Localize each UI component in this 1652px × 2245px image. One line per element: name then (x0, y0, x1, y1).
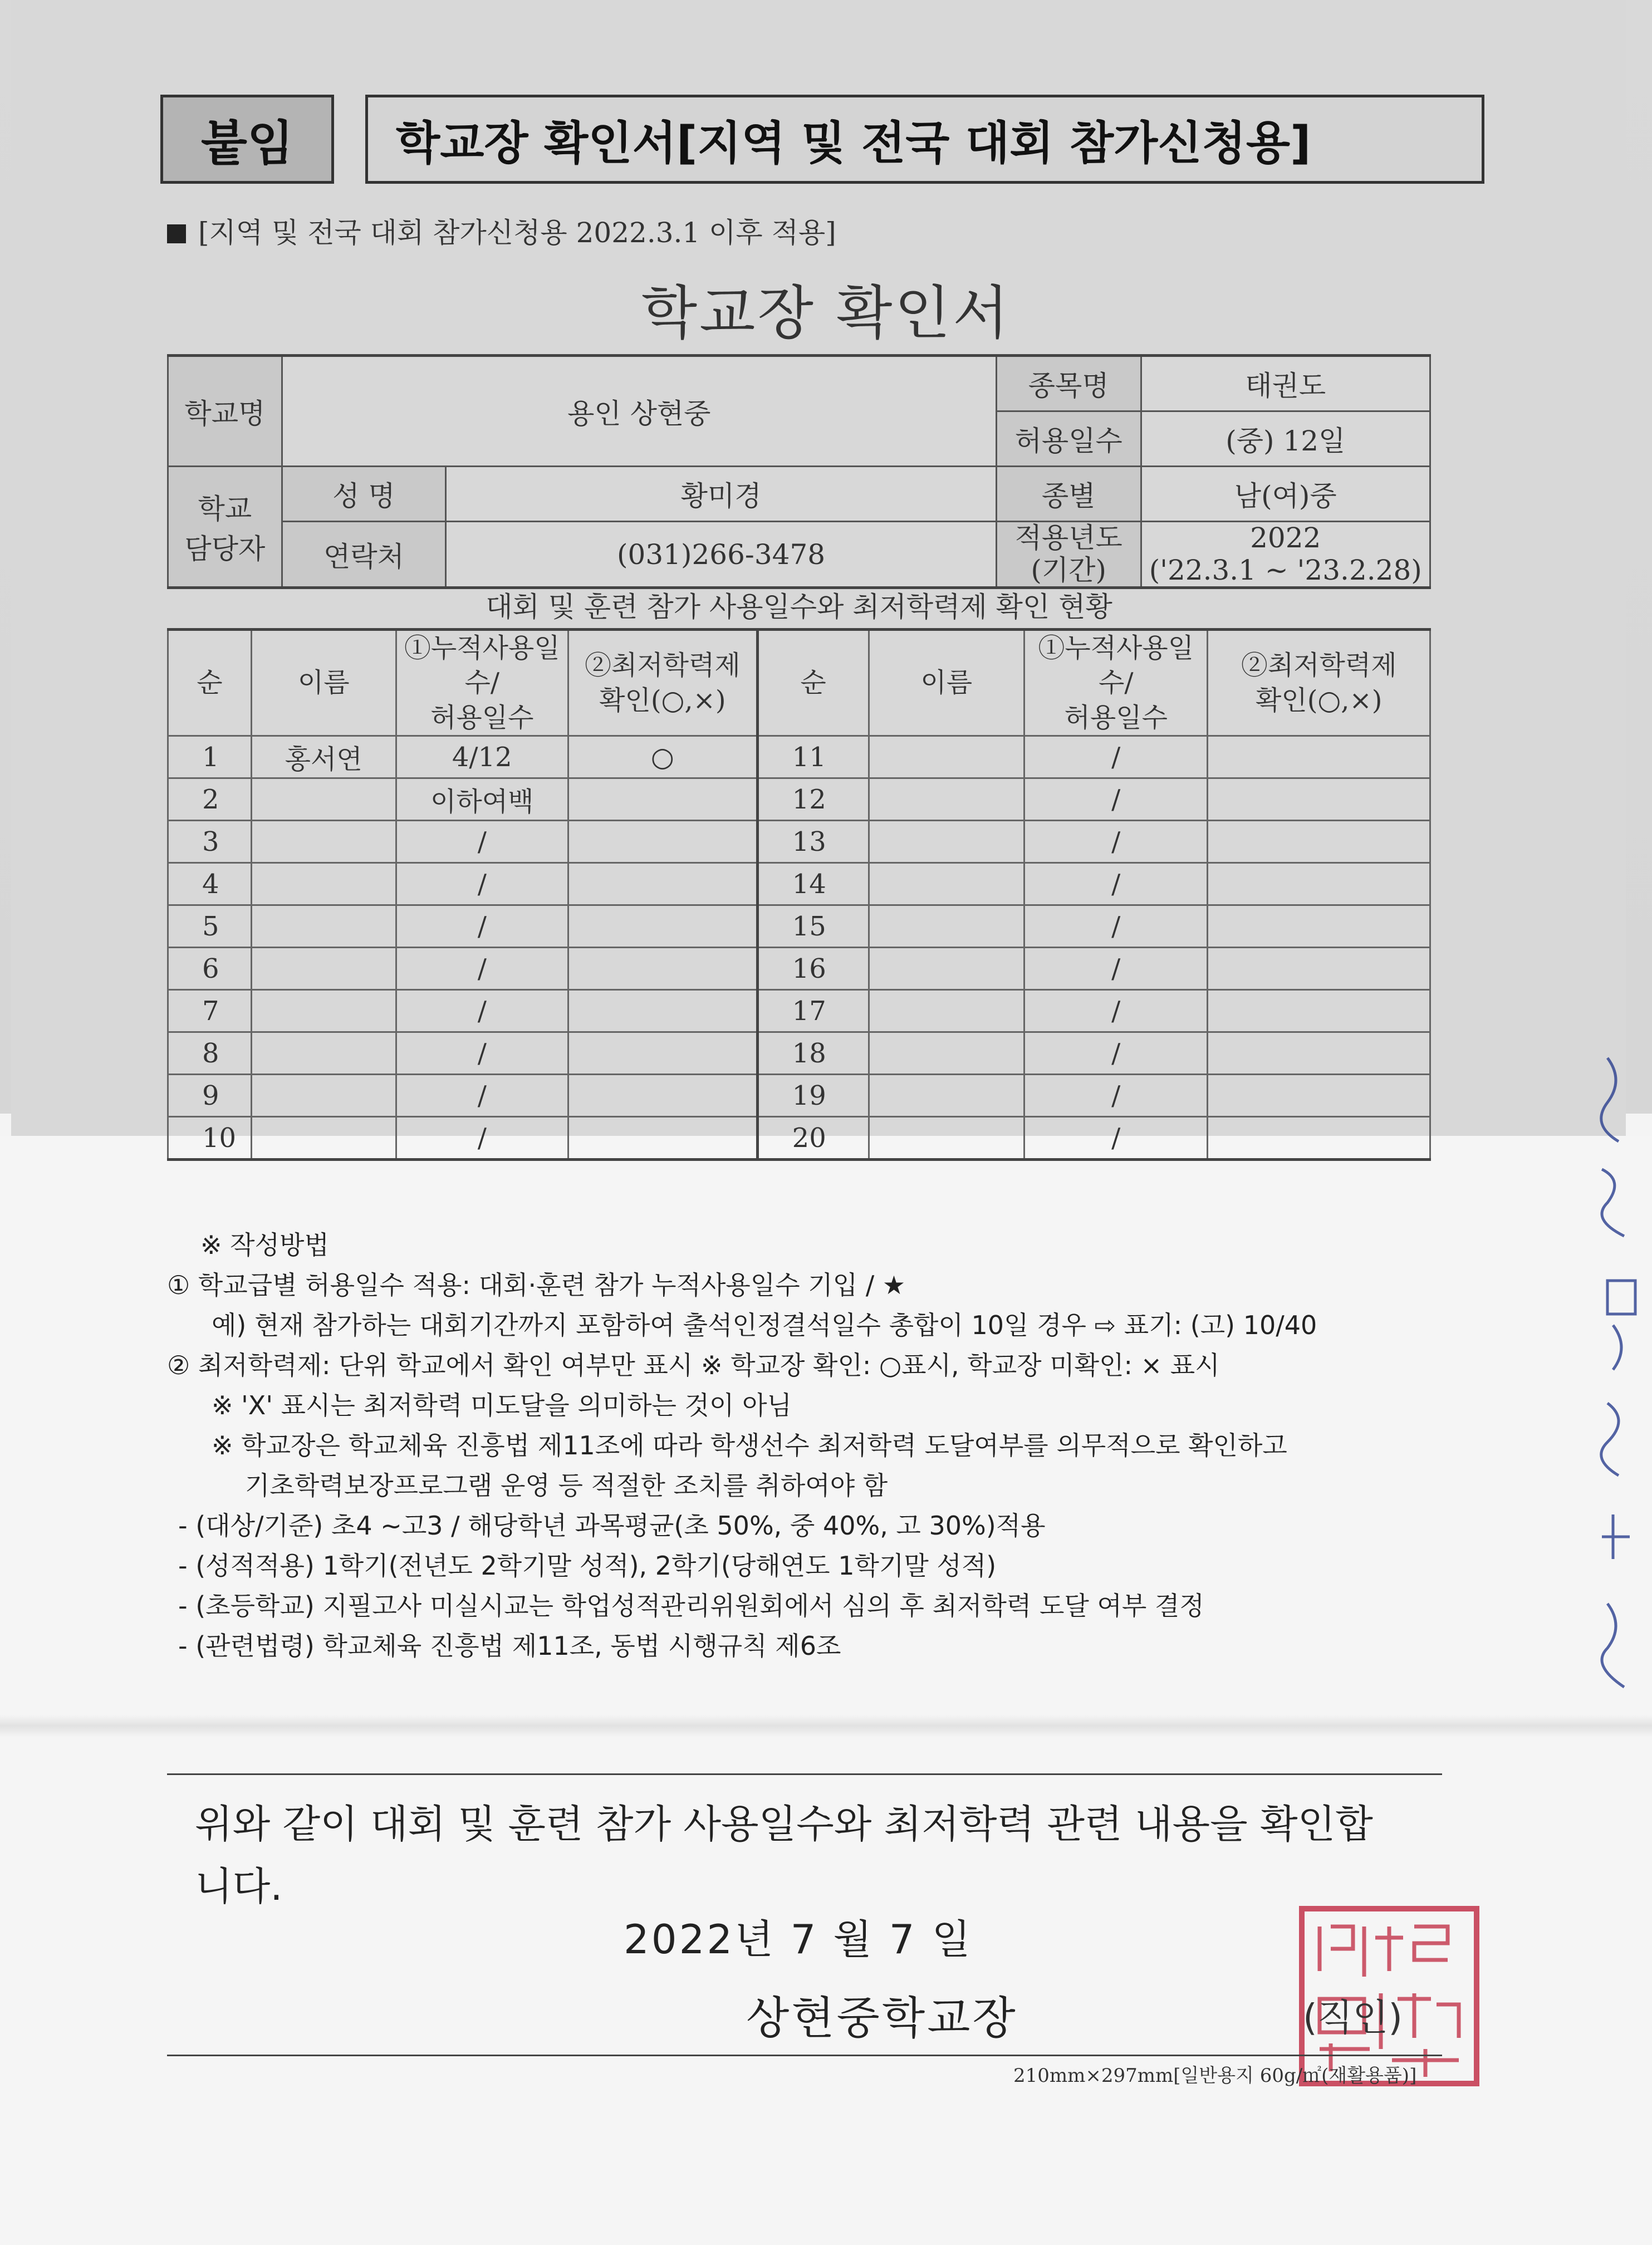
row-name (251, 948, 396, 990)
year-value-cell (1141, 522, 1430, 588)
instruction-item: - (관련법령) 학교체육 진흥법 제11조, 동법 시행규칙 제6조 (178, 1631, 841, 1661)
row-no-right: 17 (757, 990, 869, 1032)
row-check: ○ (568, 736, 758, 778)
row-check-right (1208, 778, 1430, 821)
row-days: 4/12 (396, 736, 568, 778)
year-label-line2: (기간) (1031, 553, 1106, 586)
header-check-right (1208, 630, 1430, 736)
row-name (251, 1075, 396, 1117)
row-no-right: 15 (757, 905, 869, 948)
document-title: 학교장 확인서 (641, 279, 1011, 347)
header-days-right-line1: ①누적사용일수/ (1038, 633, 1194, 699)
school-value: 용인 상현중 (282, 356, 996, 467)
row-no: 3 (168, 821, 252, 863)
name-label: 성 명 (282, 467, 446, 522)
row-days-right: / (1024, 1032, 1208, 1075)
row-name (251, 1032, 396, 1075)
applicability-text: [지역 및 전국 대회 참가신청용 2022.3.1 이후 적용] (198, 217, 836, 249)
row-check-right (1208, 821, 1430, 863)
table-row (168, 1032, 1430, 1075)
row-check (568, 948, 758, 990)
instructions-heading: ※ 작성방법 (200, 1230, 329, 1260)
row-no: 4 (168, 863, 252, 905)
row-check-right (1208, 1117, 1430, 1160)
roster-caption: 대회 및 훈련 참가 사용일수와 최저학력제 확인 현황 (486, 591, 1112, 623)
row-no-right: 18 (757, 1032, 869, 1075)
row-check-right (1208, 1075, 1430, 1117)
row-check-right (1208, 1032, 1430, 1075)
gender-value: 남(여)중 (1141, 467, 1430, 522)
applicability-note (167, 210, 836, 251)
principal-signature: 상현중학교장 (746, 1992, 1018, 2044)
sport-label: 종목명 (996, 356, 1141, 411)
header-no: 순 (168, 630, 252, 736)
confirmation-line1: 위와 같이 대회 및 훈련 참가 사용일수와 최저학력 관련 내용을 확인합 (195, 1801, 1373, 1847)
row-check-right (1208, 736, 1430, 778)
staff-label-line2: 담당자 (184, 533, 266, 565)
table-row (168, 1075, 1430, 1117)
instruction-item: 예) 현재 참가하는 대회기간까지 포함하여 출석인정결석일수 총합이 10일 경우 ⇨ 표기: (고) 10/40 (212, 1310, 1317, 1340)
row-no-right: 14 (757, 863, 869, 905)
table-row (168, 990, 1430, 1032)
row-name-right (869, 1075, 1024, 1117)
info-table (167, 354, 1431, 589)
row-no: 5 (168, 905, 252, 948)
instruction-item: ① 학교급별 허용일수 적용: 대회·훈련 참가 누적사용일수 기입 / ★ (167, 1270, 906, 1300)
row-name-right (869, 1032, 1024, 1075)
name-value: 황미경 (446, 467, 997, 522)
row-name-right (869, 905, 1024, 948)
header-days-line1: ①누적사용일수/ (404, 633, 560, 699)
header-no-right: 순 (757, 630, 869, 736)
row-check (568, 778, 758, 821)
row-days-right: / (1024, 736, 1208, 778)
row-no: 2 (168, 778, 252, 821)
year-label-line1: 적용년도 (1014, 522, 1122, 554)
sport-value: 태권도 (1141, 356, 1430, 411)
instruction-item: 기초학력보장프로그램 운영 등 적절한 조치를 취하여야 함 (245, 1470, 888, 1501)
row-days-right: / (1024, 905, 1208, 948)
table-row (168, 1117, 1430, 1160)
row-no: 9 (168, 1075, 252, 1117)
row-days-right: / (1024, 948, 1208, 990)
instruction-item: ※ 학교장은 학교체육 진흥법 제11조에 따라 학생선수 최저학력 도달여부를 의무적으로 확인하고 (212, 1430, 1287, 1460)
paper-fold (0, 1715, 1652, 1737)
attachment-tag: 붙임 (160, 95, 334, 184)
square-bullet-icon (167, 224, 186, 243)
row-no-right: 20 (757, 1117, 869, 1160)
header-days-right-line2: 허용일수 (1064, 702, 1168, 733)
issue-date: 2022년 7 월 7 일 (624, 1916, 973, 1963)
row-days: / (396, 948, 568, 990)
row-no: 7 (168, 990, 252, 1032)
table-row (168, 821, 1430, 863)
header-check-right-line1: ②최저학력제 (1241, 650, 1397, 682)
roster-header-row (168, 630, 1430, 736)
row-name: 홍서연 (251, 736, 396, 778)
header-check-line1: ②최저학력제 (584, 650, 741, 682)
staff-label (168, 467, 282, 588)
year-value: 2022 (1250, 522, 1321, 554)
bottom-divider (167, 2055, 1442, 2056)
row-name (251, 1117, 396, 1160)
row-check (568, 821, 758, 863)
row-check (568, 1032, 758, 1075)
table-row (168, 905, 1430, 948)
row-no-right: 19 (757, 1075, 869, 1117)
row-check (568, 1075, 758, 1117)
row-no-right: 13 (757, 821, 869, 863)
row-days-right: / (1024, 1117, 1208, 1160)
header-days-line2: 허용일수 (430, 702, 534, 733)
handwriting-scribble-icon (1585, 1047, 1652, 1826)
row-days-right: / (1024, 863, 1208, 905)
writing-instructions (167, 1225, 1492, 1666)
header-days (396, 630, 568, 736)
divider (167, 1773, 1442, 1775)
row-days-right: / (1024, 821, 1208, 863)
row-name (251, 778, 396, 821)
row-days: / (396, 863, 568, 905)
seal-label: (직인) (1303, 1996, 1403, 2039)
gender-label: 종별 (996, 467, 1141, 522)
instruction-item: ② 최저학력제: 단위 학교에서 확인 여부만 표시 ※ 학교장 확인: ○표시, 학교장 미확인: × 표시 (167, 1350, 1220, 1380)
contact-label: 연락처 (282, 522, 446, 588)
table-row (168, 863, 1430, 905)
row-check (568, 905, 758, 948)
table-row (168, 778, 1430, 821)
allowed-days-label: 허용일수 (996, 411, 1141, 467)
confirmation-statement (195, 1793, 1453, 1918)
row-check-right (1208, 863, 1430, 905)
row-check (568, 990, 758, 1032)
header-name-right: 이름 (869, 630, 1024, 736)
row-no: 1 (168, 736, 252, 778)
row-days: 이하여백 (396, 778, 568, 821)
row-name (251, 990, 396, 1032)
instruction-item: ※ 'X' 표시는 최저학력 미도달을 의미하는 것이 아님 (212, 1390, 792, 1420)
school-label: 학교명 (168, 356, 282, 467)
instruction-item: - (초등학교) 지필고사 미실시교는 학업성적관리위원회에서 심의 후 최저학력 도달 여부 결정 (178, 1591, 1204, 1621)
row-name-right (869, 863, 1024, 905)
instruction-item: - (성적적용) 1학기(전년도 2학기말 성적), 2학기(당해연도 1학기말 성적) (178, 1551, 997, 1581)
row-name-right (869, 778, 1024, 821)
instruction-item: - (대상/기준) 초4 ~고3 / 해당학년 과목평균(초 50%, 중 40%, 고 30%)적용 (178, 1511, 1046, 1541)
row-days: / (396, 1117, 568, 1160)
row-days: / (396, 905, 568, 948)
row-name (251, 863, 396, 905)
staff-label-line1: 학교 (198, 493, 252, 525)
row-name-right (869, 1117, 1024, 1160)
row-no: 6 (168, 948, 252, 990)
row-days-right: / (1024, 990, 1208, 1032)
row-days-right: / (1024, 1075, 1208, 1117)
header-check (568, 630, 758, 736)
header-check-right-line2: 확인(○,×) (1255, 684, 1383, 716)
row-no-right: 16 (757, 948, 869, 990)
contact-value: (031)266-3478 (446, 522, 997, 588)
row-name-right (869, 736, 1024, 778)
allowed-days-value: (중) 12일 (1141, 411, 1430, 467)
row-no: 10 (168, 1117, 252, 1160)
row-name-right (869, 821, 1024, 863)
confirmation-line2: 니다. (195, 1864, 283, 1909)
year-label (996, 522, 1141, 588)
row-name-right (869, 948, 1024, 990)
row-days: / (396, 1075, 568, 1117)
row-check-right (1208, 990, 1430, 1032)
roster-table (167, 628, 1431, 1161)
row-no-right: 11 (757, 736, 869, 778)
row-days: / (396, 821, 568, 863)
paper-spec: 210mm×297mm[일반용지 60g/㎡(재활용품)] (1013, 2065, 1417, 2087)
row-no: 8 (168, 1032, 252, 1075)
header-days-right (1024, 630, 1208, 736)
header-check-line2: 확인(○,×) (599, 684, 726, 716)
row-days: / (396, 990, 568, 1032)
row-check (568, 1117, 758, 1160)
row-name (251, 821, 396, 863)
header-name: 이름 (251, 630, 396, 736)
row-name (251, 905, 396, 948)
header-title: 학교장 확인서[지역 및 전국 대회 참가신청용] (365, 95, 1484, 184)
row-no-right: 12 (757, 778, 869, 821)
period-value: ('22.3.1 ~ '23.2.28) (1149, 553, 1422, 586)
row-days: / (396, 1032, 568, 1075)
table-row (168, 736, 1430, 778)
row-days-right: / (1024, 778, 1208, 821)
row-check-right (1208, 905, 1430, 948)
row-check (568, 863, 758, 905)
row-name-right (869, 990, 1024, 1032)
table-row (168, 948, 1430, 990)
roster-body (168, 736, 1430, 1160)
row-check-right (1208, 948, 1430, 990)
